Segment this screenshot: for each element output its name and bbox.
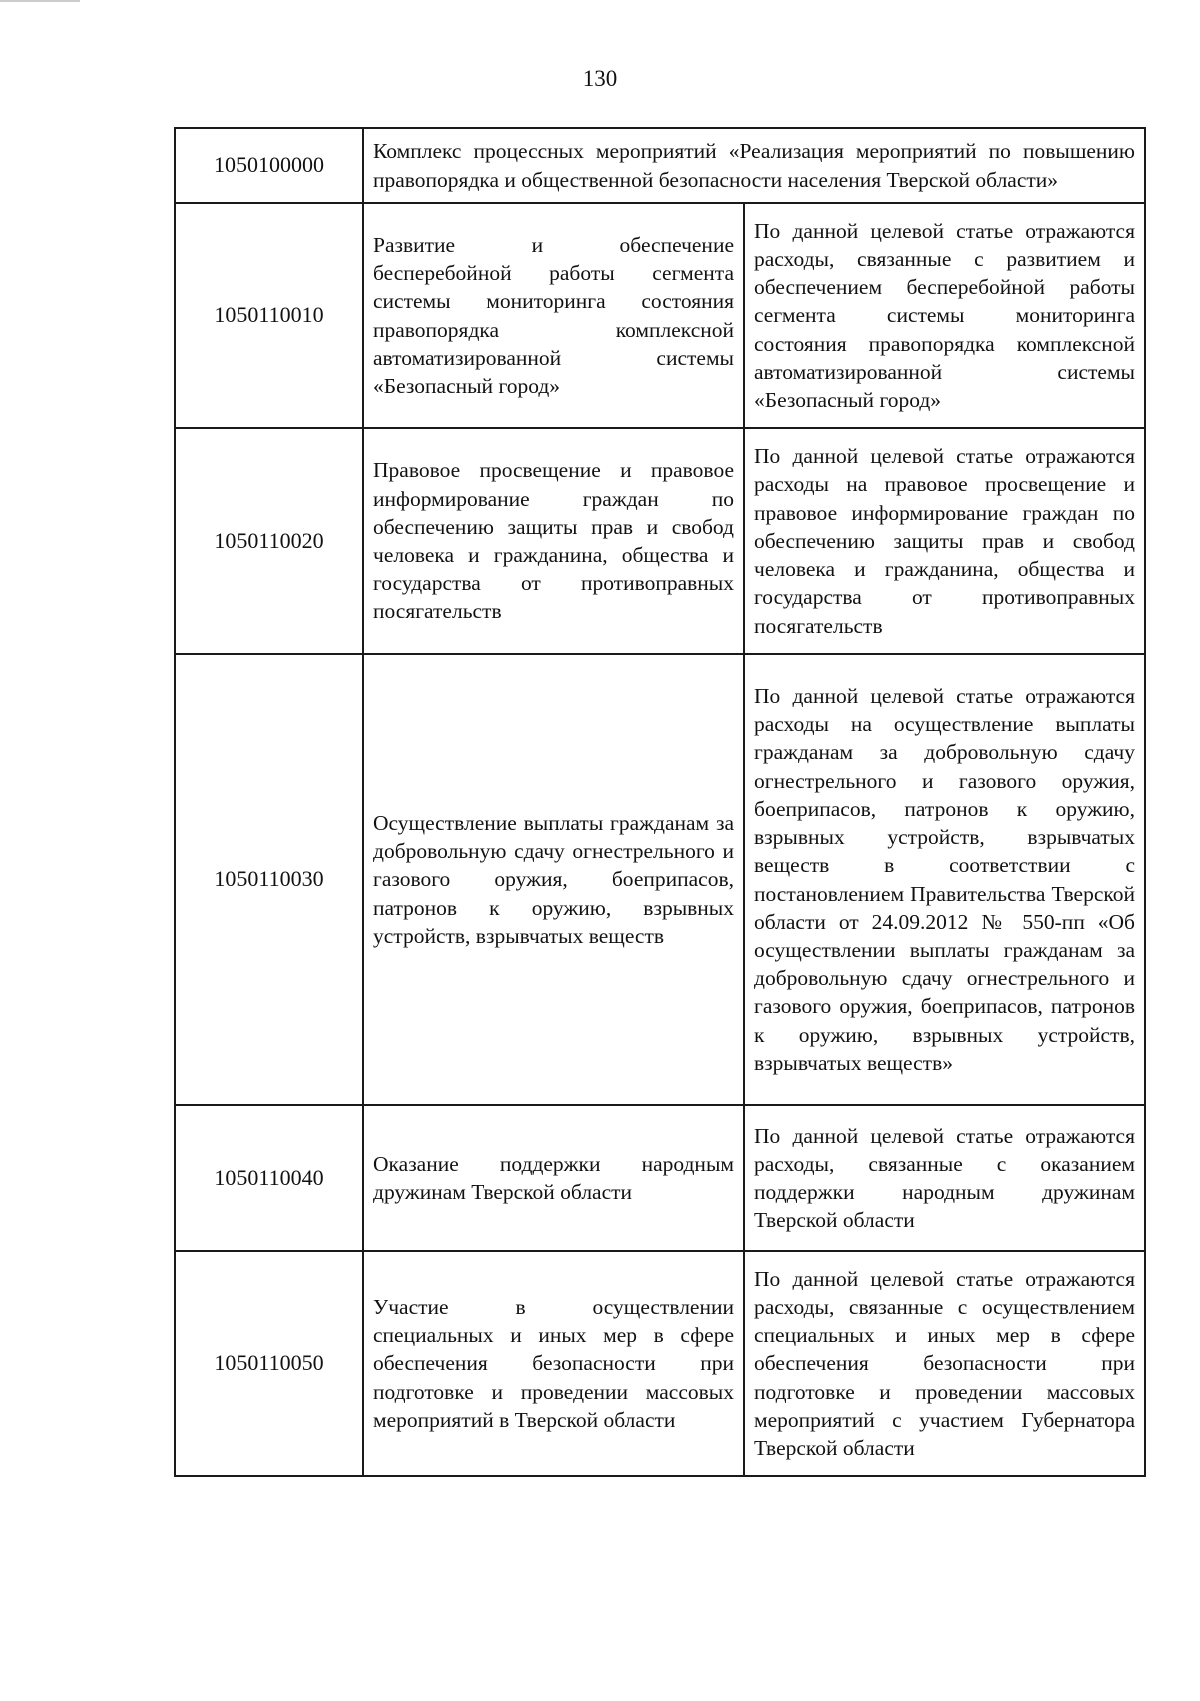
table-row — [175, 654, 1145, 1105]
code-cell: 1050110030 — [175, 654, 363, 1105]
name-cell: Правовое просвещение и правовое информирование граждан по обеспечению защиты прав и свобод человека и гражданина, общества и государства от противоправных посягательств — [363, 428, 744, 654]
table-row — [175, 1251, 1145, 1476]
description-cell: По данной целевой статье отражаются расходы, связанные с развитием и обеспечением бесперебойной работы сегмента системы мониторинга состояния правопорядка комплексной автоматизированной системы «Безопасный город» — [744, 203, 1145, 428]
table-row — [175, 203, 1145, 428]
program-title-cell: Комплекс процессных мероприятий «Реализация мероприятий по повышению правопорядка и общественной безопасности населения Тверской области» — [363, 128, 1145, 203]
name-cell: Оказание поддержки народным дружинам Тверской области — [363, 1105, 744, 1251]
table-row — [175, 1105, 1145, 1251]
description-cell: По данной целевой статье отражаются расходы, связанные с осуществлением специальных и иных мер в сфере обеспечения безопасности при подготовке и проведении массовых мероприятий с участием Губернатора Тверской области — [744, 1251, 1145, 1476]
code-cell: 1050110040 — [175, 1105, 363, 1251]
code-cell: 1050100000 — [175, 128, 363, 203]
budget-classification-table — [174, 127, 1146, 1477]
description-cell: По данной целевой статье отражаются расходы на осуществление выплаты гражданам за добровольную сдачу огнестрельного и газового оружия, боеприпасов, патронов к оружию, взрывных устройств, взрывчатых веществ в соответствии с постановлением Правительства Тверской области от 24.09.2012 № 550-пп «Об осуществлении выплаты гражданам за добровольную сдачу огнестрельного и газового оружия, боеприпасов, патронов к оружию, взрывных устройств, взрывчатых веществ» — [744, 654, 1145, 1105]
scan-edge-mark — [0, 0, 80, 2]
description-cell: По данной целевой статье отражаются расходы, связанные с оказанием поддержки народным дружинам Тверской области — [744, 1105, 1145, 1251]
description-cell: По данной целевой статье отражаются расходы на правовое просвещение и правовое информирование граждан по обеспечению защиты прав и свобод человека и гражданина, общества и государства от противоправных посягательств — [744, 428, 1145, 654]
name-cell: Развитие и обеспечение бесперебойной работы сегмента системы мониторинга состояния правопорядка комплексной автоматизированной системы «Безопасный город» — [363, 203, 744, 428]
table-row — [175, 428, 1145, 654]
name-cell: Осуществление выплаты гражданам за добровольную сдачу огнестрельного и газового оружия, боеприпасов, патронов к оружию, взрывных устройств, взрывчатых веществ — [363, 654, 744, 1105]
page-number: 130 — [582, 66, 618, 91]
code-cell: 1050110020 — [175, 428, 363, 654]
table-row-header — [175, 128, 1145, 203]
name-cell: Участие в осуществлении специальных и иных мер в сфере обеспечения безопасности при подготовке и проведении массовых мероприятий в Тверской области — [363, 1251, 744, 1476]
code-cell: 1050110010 — [175, 203, 363, 428]
code-cell: 1050110050 — [175, 1251, 363, 1476]
